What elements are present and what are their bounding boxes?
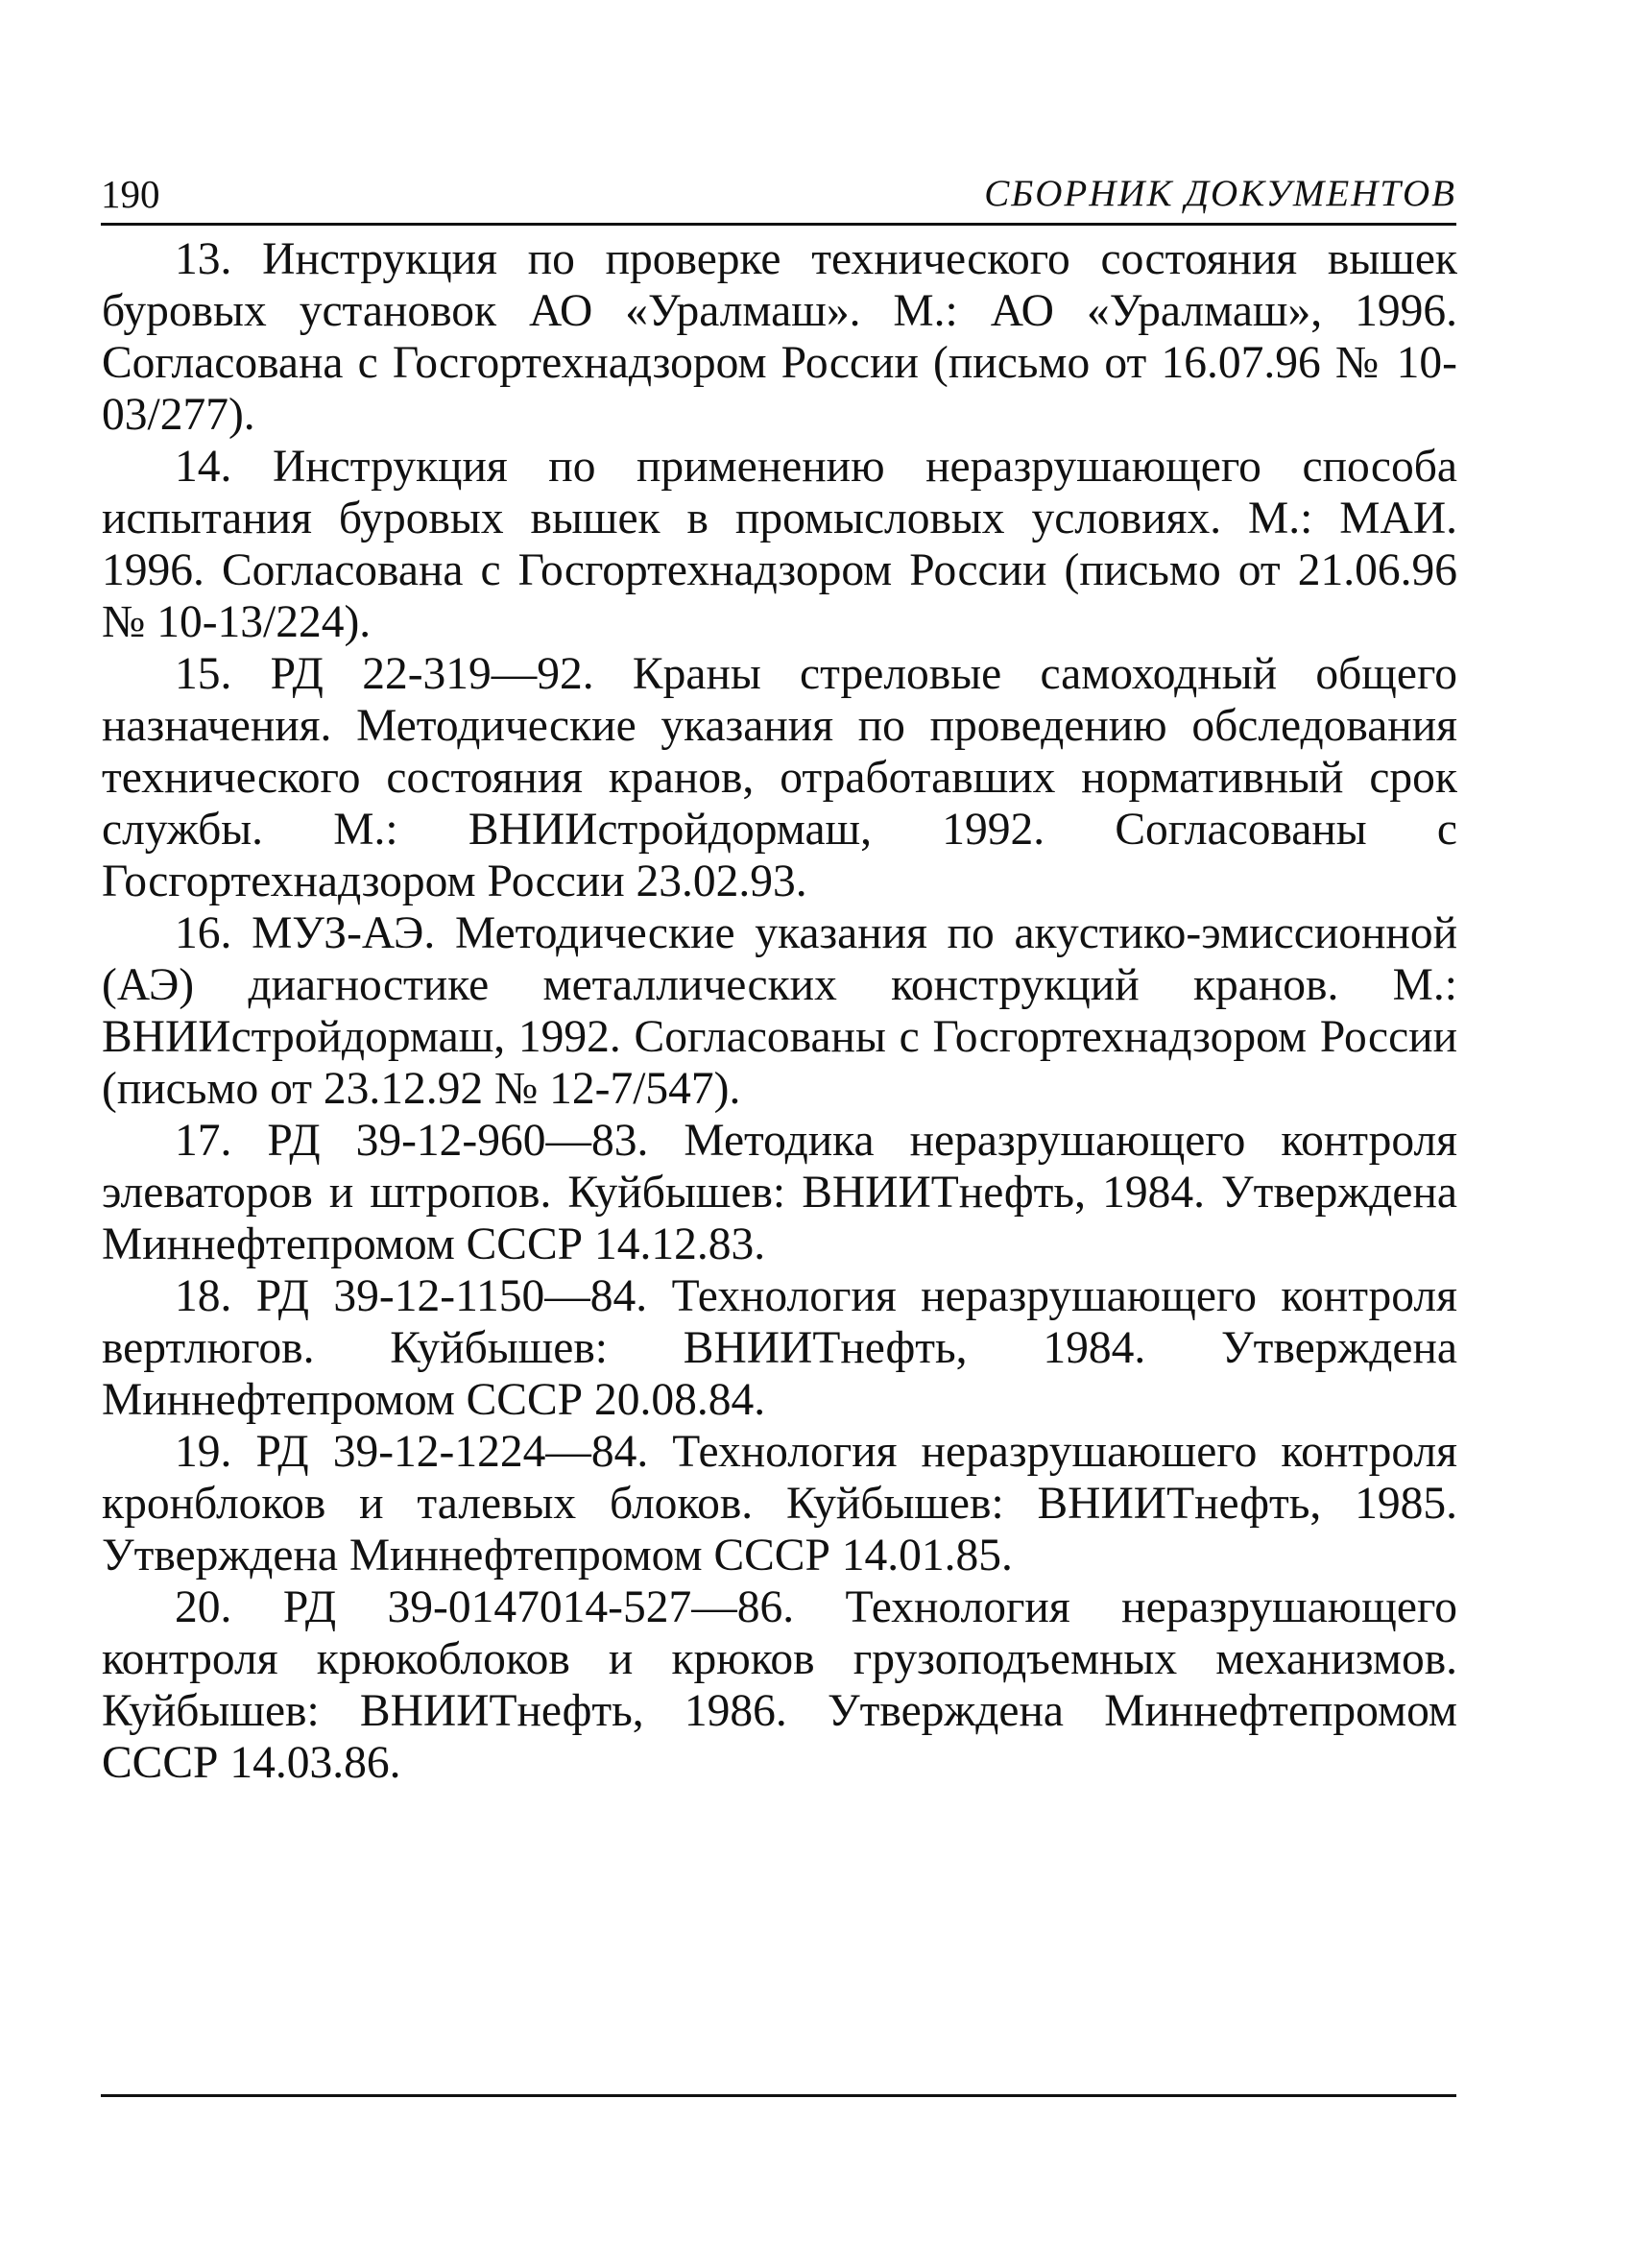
entry-text: МУЗ-АЭ. Методические указания по акустико-эмиссионной (АЭ) диагностике металлических конструкций кранов. М.: ВНИИстройдормаш, 1992. Согласованы с Госгортехнадзором России (письмо от 23.12.92 № 12-7/547). [102, 908, 1457, 1114]
entry-number: 20. [175, 1582, 232, 1632]
entry-number: 19. [175, 1427, 232, 1477]
entry-number: 18. [175, 1271, 232, 1321]
reference-entry-16 [102, 907, 1457, 1115]
entry-text: Инструкция по проверке технического состояния вышек буровых установок АО «Уралмаш». М.: АО «Уралмаш», 1996. Согласована с Госгортехнадзором России (письмо от 16.07.96 № 10-03/277). [102, 234, 1457, 440]
entry-number: 14. [175, 442, 232, 492]
entry-text: РД 39-12-1224—84. Технология неразрушаюшего контроля кронблоков и талевых блоков. Куйбышев: ВНИИТнефть, 1985. Утверждена Миннефтепромом СССР 14.01.85. [102, 1427, 1458, 1580]
reference-entry-14 [102, 441, 1457, 648]
running-title: СБОРНИК ДОКУМЕНТОВ [984, 173, 1456, 214]
entry-text: РД 39-12-960—83. Методика неразрушающего контроля элеваторов и штропов. Куйбышев: ВНИИТнефть, 1984. Утверждена Миннефтепромом СССР 14.12.83. [102, 1116, 1458, 1269]
entry-text: Инструкция по применению неразрушающего способа испытания буровых вышек в промысловых условиях. М.: МАИ. 1996. Согласована с Госгортехнадзором России (письмо от 21.06.96 № 10-13/224). [102, 442, 1458, 647]
reference-entry-15 [102, 648, 1457, 907]
reference-entry-18 [102, 1270, 1457, 1426]
page-number: 190 [101, 172, 160, 216]
entry-number: 15. [175, 649, 232, 699]
reference-entry-17 [102, 1115, 1457, 1270]
reference-entry-19 [102, 1426, 1457, 1581]
entry-number: 17. [175, 1116, 232, 1166]
entry-text: РД 22-319—92. Краны стреловые самоходный общего назначения. Методические указания по проведению обследования технического состояния кранов, отработавших нормативный срок службы. М.: ВНИИстройдормаш, 1992. Согласованы с Госгортехнадзором России 23.02.93. [102, 649, 1458, 906]
reference-entry-13 [102, 233, 1457, 441]
entry-text: РД 39-12-1150—84. Технология неразрушающего контроля вертлюгов. Куйбышев: ВНИИТнефть, 1984. Утверждена Миннефтепромом СССР 20.08.84. [102, 1271, 1457, 1425]
reference-list [102, 233, 1457, 1789]
reference-entry-20 [102, 1581, 1457, 1789]
entry-number: 16. [175, 908, 232, 958]
entry-number: 13. [175, 234, 232, 284]
footer-rule [101, 2094, 1456, 2097]
page-header [101, 169, 1456, 226]
entry-text: РД 39-0147014-527—86. Технология неразрушающего контроля крюкоблоков и крюков грузоподъемных механизмов. Куйбышев: ВНИИТнефть, 1986. Утверждена Миннефтепромом СССР 14.03.86. [102, 1582, 1457, 1788]
